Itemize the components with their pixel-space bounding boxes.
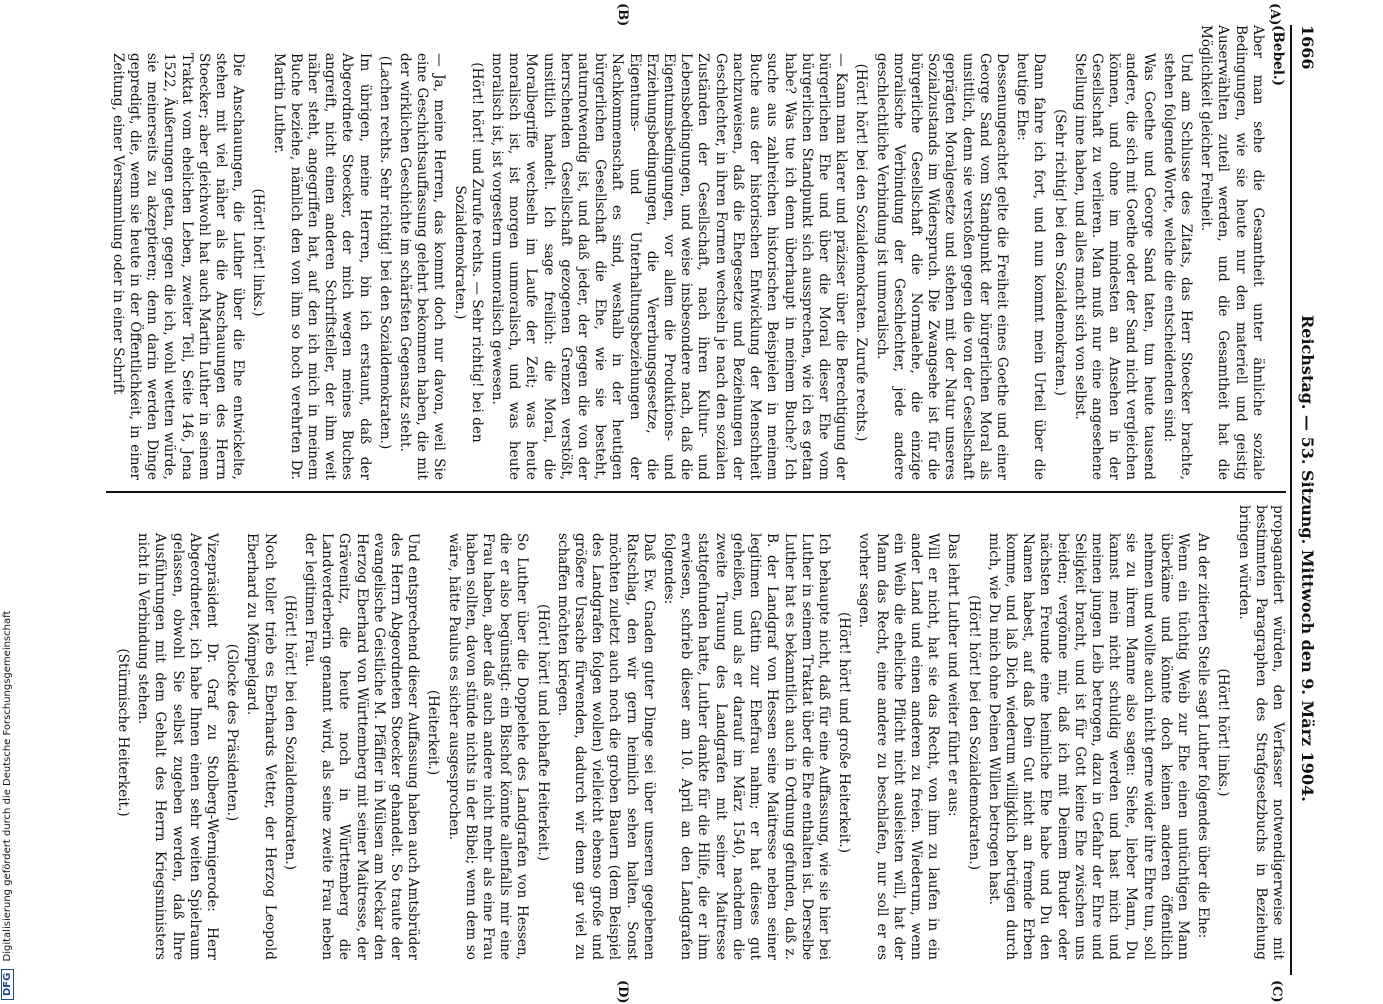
margin-mark-a: (A) [1267,3,1282,26]
page-number: 1666 [1298,25,1317,70]
paragraph: Dann fahre ich fort, und nun kommt mein Urteil über die heutige Ehe: [1014,53,1048,480]
paragraph: (Stürmische Heiterkeit.) [115,648,131,817]
column-divider [106,491,1286,493]
paragraph: (Heiterkeit.) [425,689,442,776]
paragraph: So Luther über die Doppelehe des Landgrafen von Hessen, die er also begünstigt: ein Bischof könnte allenfalls mir eine Frau haben, aber daß auch andere nicht mehr als eine Frau haben sollten, davon stünde nichts in der Bibel; wenn dem so wäre, hätte Paulus es sicher ausgesprochen. [445,533,531,960]
paragraph: Was Goethe und George Sand taten, tun heute tausend andere, die sich mit Goethe oder der Sand nicht vergleichen können, und ohne im mindesten an Ansehen in der Gesellschaft zu verlieren. Man muß nur eine angesehene Stellung inne haben, und alles macht sich von selbst. [1071,53,1157,480]
speaker-name: (Bebel.) [1270,25,1286,87]
rotated-page-content [50,3,1320,1004]
paragraph: — Ja, meine Herren, das kommt doch nur davon, weil Sie eine Geschichtsauffassung gelehrt bekommen haben, die mit der wirklichen Geschichte im schärfsten Gegensatz steht. [397,53,448,480]
paragraph: An der zitierten Stelle sagt Luther folgendes über die Ehe: [1195,533,1212,939]
paragraph: Ich behaupte nicht, daß für eine Auffassung, wie sie hier bei Luther in seinem Traktat über die Ehe enthalten ist. Derselbe Luther hat es bekanntlich auch in Ordnung gefunden, daß z. B. der Landgraf von Hessen seine Maitresse neben seiner legitimen Gattin zur Ehefrau nahm; er hat dieses gut geheißen, und als er darauf im März 1540, nachdem die zweite Trauung des Landgrafen mit seiner Maitresse stattgefunden hatte, Luther dankte für die Hilfe, die er ihm erwiesen, schrieb dieser am 10. April an den Landgrafen folgendes: [661,533,832,960]
footer-text: Digitalisierung gefördert durch die Deutsche Forschungsgemeinschaft [2,610,13,962]
paragraph: (Sehr richtig! bei den Sozialdemokraten.) [1051,109,1068,396]
paragraph: Und entsprechend dieser Auffassung haben auch Amtsbrüder des Herrn Abgeordneten Stoecker gehandelt. So traute der evangelische Geistliche M. Pfäffler in Mülsen am Neckar den Herzog Eberhard von Württemberg mit seiner Maitresse, der Grävenitz, die heute noch in Württemberg die Landverderberin genannt wird, als seine zweite Frau neben der legitimen Frau. [302,533,422,960]
paragraph: (Hört! hört! links.) [1215,668,1232,797]
paragraph: (Hört! hört! und lebhafte Heiterkeit.) [534,603,551,862]
paragraph: Vizepräsident Dr. Graf zu Stolberg-Wernigerode: Herr Abgeordneter, ich habe Ihnen einen sehr weiten Spielraum gelassen, obwohl Sie selbst zugeben werden, daß Ihre Ausführungen mit dem Gehalt des Herrn Kriegsministers nicht in Verbindung stehen. [135,533,221,960]
paragraph: Die Anschauungen, die Luther über die Ehe entwickelte, stehen mit viel näher als die Anschauungen des Herrn Stoecker; aber gleichwohl hat auch Martin Luther in seinem Traktat vom ehelichen Leben, zweiter Teil, Seite 146, Jena 1522, Äußerungen getan, gegen die ich, wohl wetten würde, sie meinerseits zu akzeptieren; denn darin werden Dinge gepredigt, die, wenn sie heute in der Öffentlichkeit, in einer Zeitung, einer Versammlung oder in einer Schrift [109,53,247,480]
digitization-footer [1,611,14,1000]
paragraph: Das lehrt Luther und weiter führt er aus: [945,533,962,817]
paragraph: Will er nicht, hat sie das Recht, von ihm zu laufen in ein ander Land und einen anderen zu freien. Wiederum, wenn ein Weib die eheliche Pflicht nicht ausleisten will, hat der Mann das Recht, eine andere zu beschlafen, nur soll er es vorher sagen. [856,533,942,960]
page-header [1290,25,1320,975]
page-running-title: Reichstag. — 53. Sitzung. Mittwoch den 9. März 1904. [1298,315,1317,802]
paragraph: Daß Ew. Gnaden guter Dinge sei über unseren gegebenen Ratschlag, den wir gern heimlich sehen halten. Sonst möchten zuletzt auch noch die groben Bauern (dem Beispiel des Landgrafen folgen wollen) vielleicht ebenso große und größere Ursache fürwenden, dadurch wir denn gar viel zu schaffen möchten kriegen. [554,533,657,960]
paragraph: (Lachen rechts. Sehr richtig! bei den Sozialdemokraten.) [376,55,393,450]
paragraph: (Hört! hört! bei den Sozialdemokraten.) [965,594,982,870]
left-text-column [106,25,1286,480]
paragraph: propagandiert würden, den Verfasser notwendigerweise mit bestimmten Paragraphen des Strafgesetzbuchs in Beziehung bringen würden. [1235,505,1286,960]
margin-mark-c: (C) [1269,980,1284,1003]
paragraph: Im übrigen, meine Herren, bin ich erstaunt, daß der Abgeordnete Stoecker, der mich wegen meines Buches angreift, nicht einen anderen Schriftsteller, der ihm weit näher steht, angegriffen hat, auf den ich mich in meinem Buche beziehe, nämlich den von ihm so hoch verehrten Dr. Martin Luther. [270,53,373,480]
paragraph: (Hört! hört! und große Heiterkeit.) [836,611,853,854]
paragraph: (Glocke des Präsidenten.) [224,643,241,822]
paragraph: — Kann man klarer und präziser über die Berechtigung der bürgerlichen Ehe und über die Moral dieser Ehe vom bürgerlichen Standpunkt sich aussprechen, wie ich es getan habe? Was tue ich denn überhaupt in meinem Buche? Ich suche aus zahlreichen historischen Beispielen in meinem Buche aus der historischen Entwicklung der Menschheit nachzuweisen, daß die Ehegesetze und Beziehungen der Geschlechter, in ihren Formen wechseln je nach den sozialen Zuständen der Gesellschaft, nach ihren Kultur- und Lebensbedingungen, und weise insbesondere nach, daß die Eigentumsbedingungen, vor allem die Produktions- und Erziehungsbedingungen, die Vererbungsgesetze, die Eigentums- und Unterhaltungsbeziehungen der Nachkommenschaft es sind, weshalb in der heutigen bürgerlichen Gesellschaft die Ehe, wie sie besteht, naturnotwendig ist, und daß jeder, der gegen die von der herrschenden Gesellschaft gezogenen Grenzen verstößt, unsittlich handelt. Ich sage freilich: die Moral, die Moralbegriffe wechseln im Laufe der Zeit; was heute moralisch ist, ist morgen unmoralisch, und was heute moralisch ist, ist vorgestern unmoralisch gewesen. [489,53,850,480]
paragraph: (Hört! hört! und Zurufe rechts. — Sehr richtig! bei den Sozialdemokraten.) [451,62,485,443]
paragraph: Dessenungeachtet gelte die Freiheit eines Goethe und einer George Sand vom Standpunkt der bürgerlichen Moral als unsittlich, denn sie verstoßen gegen die von der Gesellschaft geprägten Moralgesetze und stehen mit der Natur unseres Sozialzustands im Widerspruch. Die Zwangsehe ist für die bürgerliche Gesellschaft die Normalehe, die einzige moralische Verbindung der Geschlechter, jede andere geschlechtliche Verbindung ist unmoralisch. [873,53,1010,480]
paragraph: (Hört! hört! bei den Sozialdemokraten. Zurufe rechts.) [853,63,870,442]
paragraph: Und am Schlusse des Zitats, das Herr Stoecker brachte, stehen folgende Worte, welche die entscheidenden sind: [1160,53,1194,480]
paragraph: Noch toller trieb es Eberhards Vetter, der Herzog Leopold Eberhard zu Mömpelgard. [244,533,278,960]
paragraph: (Hört! hört! links.) [250,188,267,317]
margin-mark-b: (B) [615,3,630,27]
right-text-column [111,505,1286,960]
dfg-logo-icon: DFG [1,969,14,1000]
paragraph: Aber man sehe die Gesamtheit unter ähnliche soziale Bedingungen, wie sie heute nur den materiell und geistig Auserwählten zuteil werden, und die Gesamtheit hat die Möglichkeit gleicher Freiheit. [1198,25,1266,480]
paragraph: (Hört! hört! bei den Sozialdemokraten.) [281,594,298,870]
margin-mark-d: (D) [615,980,630,1004]
paragraph: Wenn ein tüchtig Weib zur Ehe einen untüchtigen Mann überkäme und könnte doch keinen anderen öffentlich nehmen und wollte auch nicht gerne wider ihre Ehre tun, soll sie zu ihrem Manne also sagen: Siehe, lieber Mann, Du kannst mein nicht schuldig werden und hast mich und meinen jungen Leib betrogen, dazu in Gefahr der Ehre und Seligkeit bracht, und ist für Gott keine Ehe zwischen uns beiden; vergönne mir, daß ich mit Deinem Bruder oder nächsten Freunde eine heimliche Ehe habe und Du den Namen habest, auf daß Dein Gut nicht an fremde Erben komme, und laß Dich wiederum willigklich betrügen durch mich, wie Du mich ohne Deinen Willen betrogen hast. [985,533,1191,960]
